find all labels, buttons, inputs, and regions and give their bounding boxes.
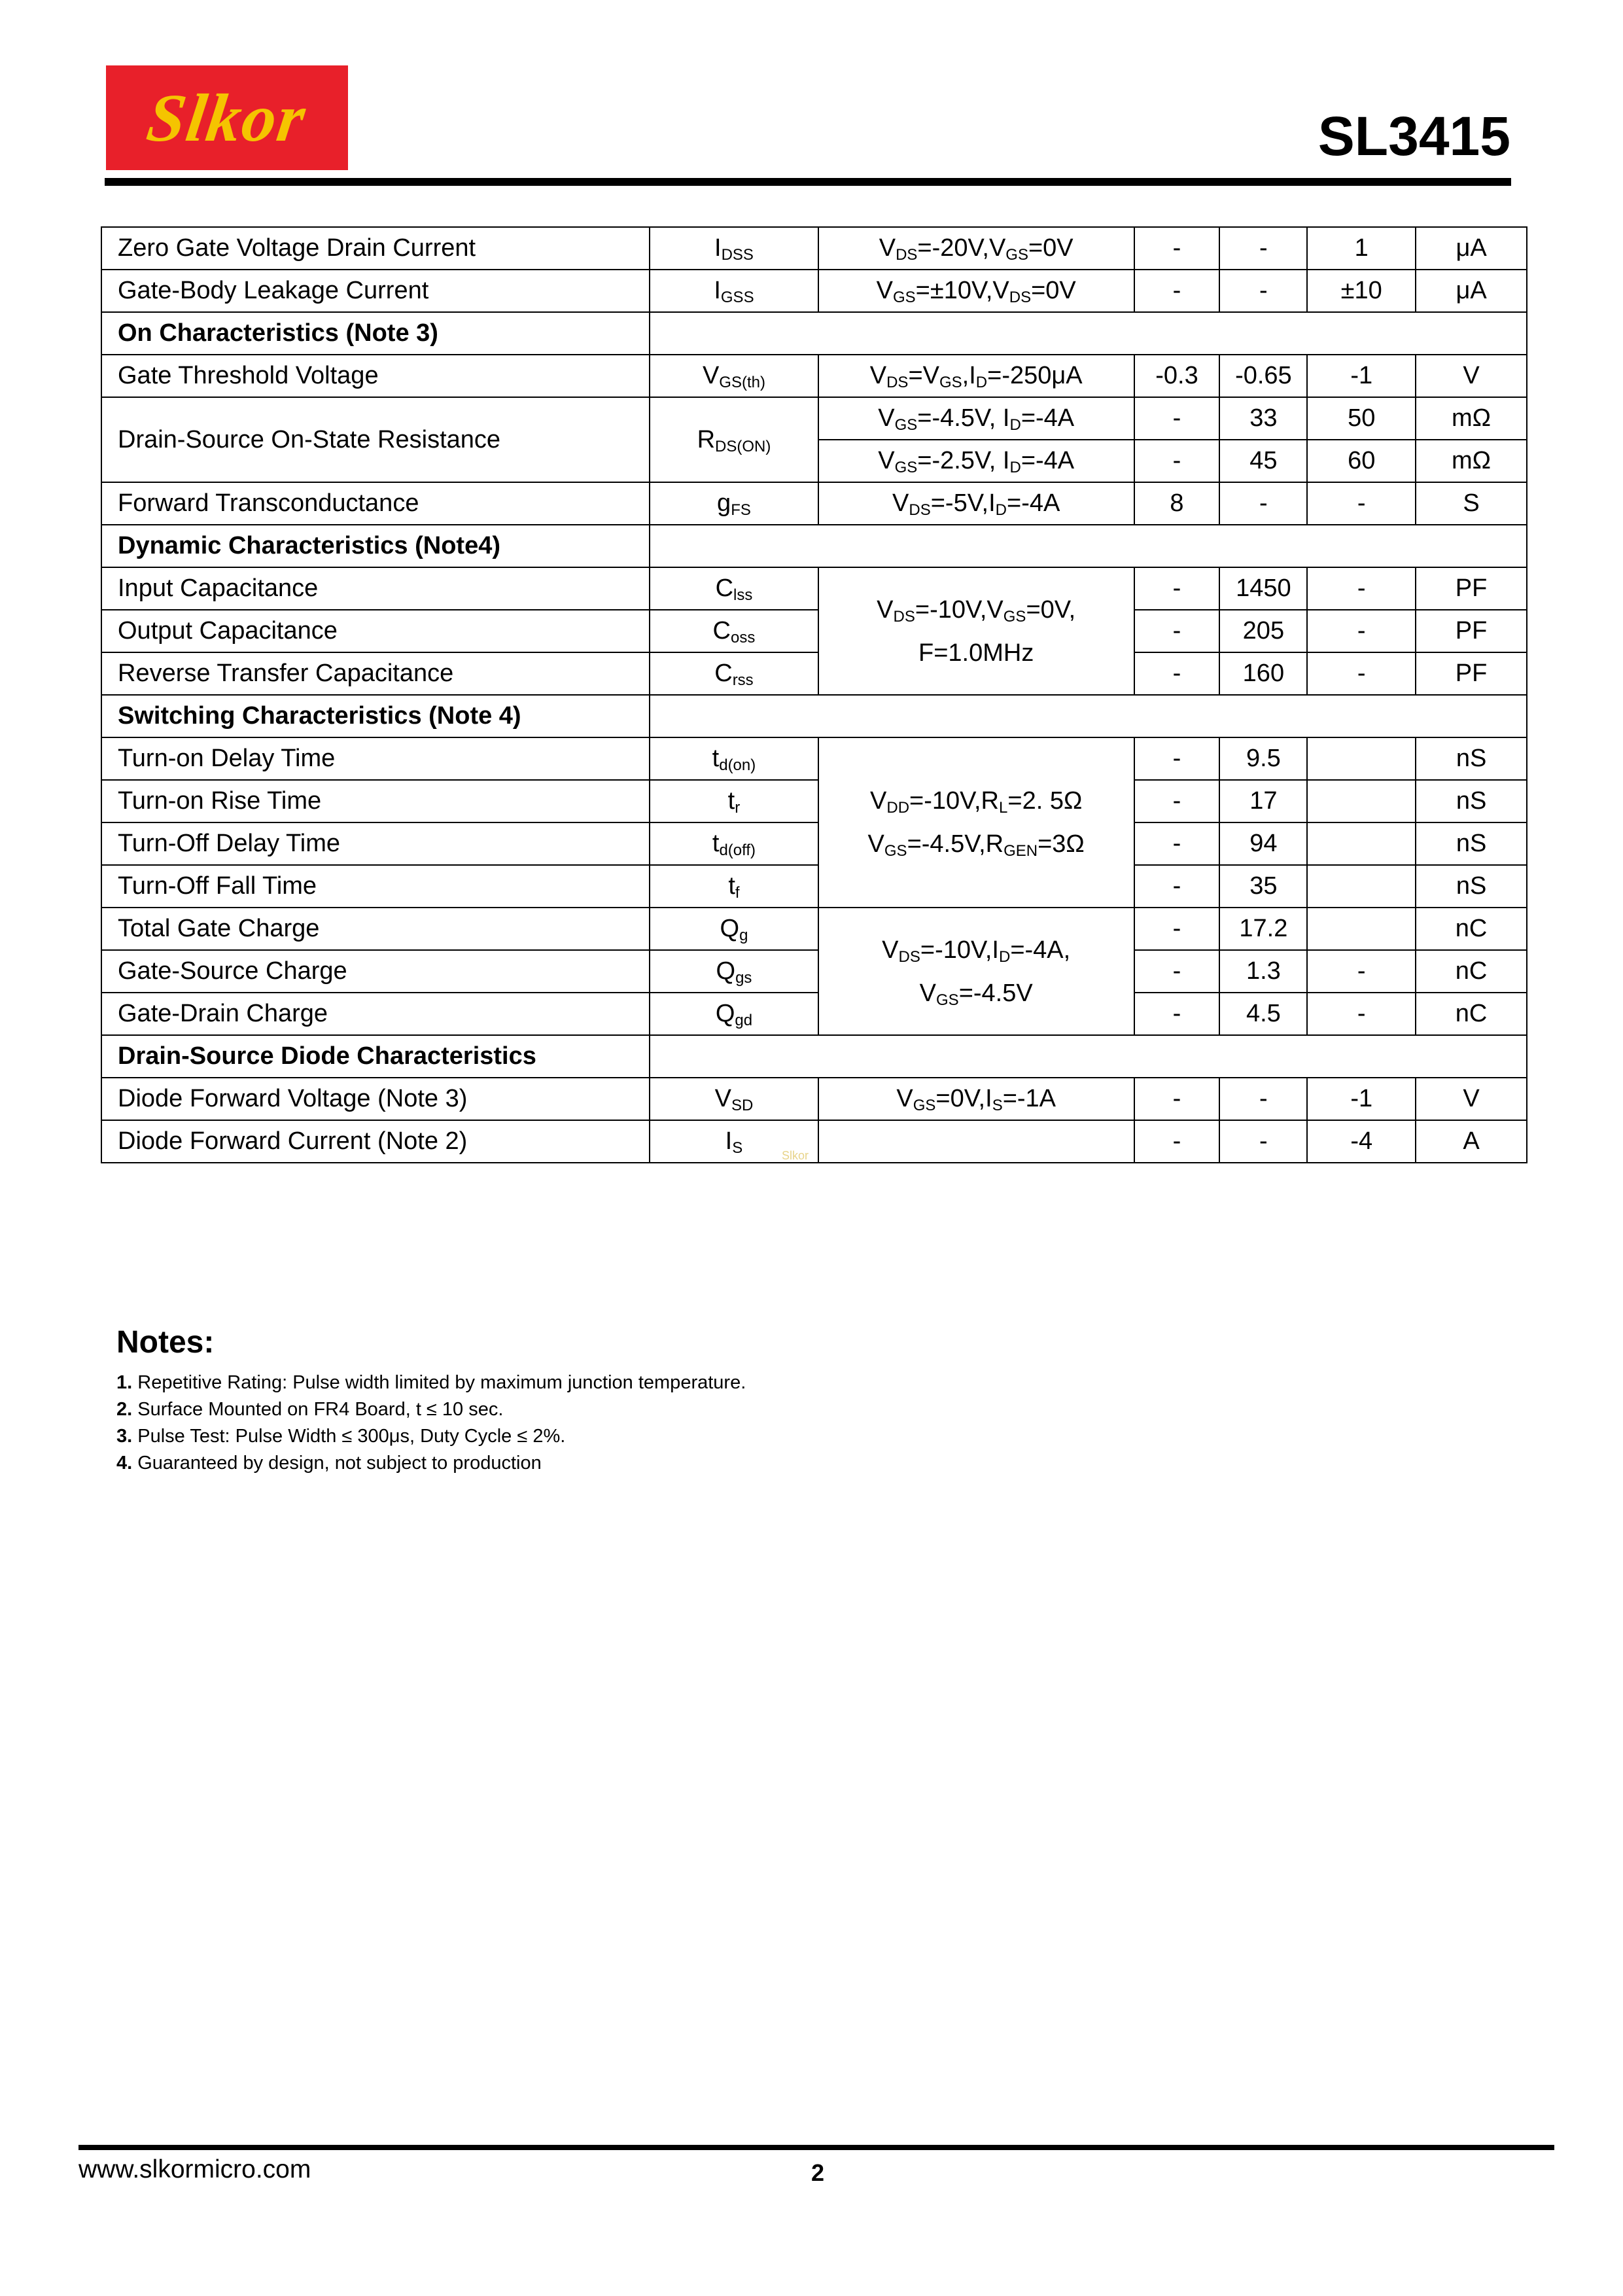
website-link[interactable]: www.slkormicro.com xyxy=(79,2155,311,2183)
brand-logo xyxy=(106,65,348,170)
typ-cell: - xyxy=(1219,227,1307,270)
min-cell: -0.3 xyxy=(1134,355,1220,397)
condition-cell: $V_{DS}=-10V,V_{GS}=0V$, F=1.0MHz xyxy=(818,567,1134,695)
unit-cell: PF xyxy=(1416,567,1527,610)
parameter-cell: Output Capacitance xyxy=(101,610,650,652)
section-title: Switching Characteristics (Note 4) xyxy=(101,695,650,737)
condition-cell: $V_{DS}=-5V,I_D=-4A$ xyxy=(818,482,1134,525)
parameter-cell: Forward Transconductance xyxy=(101,482,650,525)
min-cell: - xyxy=(1134,610,1220,652)
parameter-cell: Zero Gate Voltage Drain Current xyxy=(101,227,650,270)
typ-cell: 33 xyxy=(1219,397,1307,440)
parameter-cell: Gate-Drain Charge xyxy=(101,993,650,1035)
note-item: 2. Surface Mounted on FR4 Board, t ≤ 10 sec. xyxy=(116,1399,504,1420)
unit-cell: μA xyxy=(1416,270,1527,312)
max-cell xyxy=(1307,822,1416,865)
max-cell: - xyxy=(1307,567,1416,610)
typ-cell: -0.65 xyxy=(1219,355,1307,397)
typ-cell: 45 xyxy=(1219,440,1307,482)
unit-cell: μA xyxy=(1416,227,1527,270)
unit-cell: mΩ xyxy=(1416,440,1527,482)
parameter-cell: Gate-Body Leakage Current xyxy=(101,270,650,312)
table-row xyxy=(101,610,1527,652)
max-cell: 1 xyxy=(1307,227,1416,270)
min-cell: - xyxy=(1134,822,1220,865)
min-cell: - xyxy=(1134,227,1220,270)
watermark: Slkor xyxy=(782,1149,809,1162)
typ-cell: 205 xyxy=(1219,610,1307,652)
min-cell: - xyxy=(1134,1078,1220,1120)
parameter-cell: Turn-Off Delay Time xyxy=(101,822,650,865)
unit-cell: V xyxy=(1416,355,1527,397)
footer-divider xyxy=(79,2145,1554,2150)
unit-cell: nS xyxy=(1416,822,1527,865)
max-cell xyxy=(1307,865,1416,908)
note-item: 3. Pulse Test: Pulse Width ≤ 300μs, Duty Cycle ≤ 2%. xyxy=(116,1426,566,1447)
min-cell: - xyxy=(1134,397,1220,440)
condition-cell: $V_{GS}=-4.5V$, $I_D=-4A$ xyxy=(818,397,1134,440)
parameter-cell: Reverse Transfer Capacitance xyxy=(101,652,650,695)
table-row xyxy=(101,355,1527,397)
symbol-cell: $Q_g$ xyxy=(650,908,818,950)
condition-cell: $V_{GS}=-2.5V$, $I_D=-4A$ xyxy=(818,440,1134,482)
symbol-cell: $t_{d(on)}$ xyxy=(650,737,818,780)
typ-cell: - xyxy=(1219,482,1307,525)
typ-cell: 17.2 xyxy=(1219,908,1307,950)
unit-cell: V xyxy=(1416,1078,1527,1120)
parameter-cell: Diode Forward Voltage (Note 3) xyxy=(101,1078,650,1120)
max-cell: - xyxy=(1307,993,1416,1035)
parameter-cell: Turn-on Rise Time xyxy=(101,780,650,822)
unit-cell: S xyxy=(1416,482,1527,525)
characteristics-table xyxy=(101,226,1527,1163)
max-cell: -4 xyxy=(1307,1120,1416,1163)
table-row xyxy=(101,993,1527,1035)
parameter-cell: Drain-Source On-State Resistance xyxy=(101,397,650,482)
notes-title: Notes: xyxy=(116,1325,215,1360)
condition-cell: $V_{DS}=V_{GS},I_D=-250\mu A$ xyxy=(818,355,1134,397)
parameter-cell: Turn-Off Fall Time xyxy=(101,865,650,908)
section-empty xyxy=(650,1035,1527,1078)
symbol-cell: $V_{GS(th)}$ xyxy=(650,355,818,397)
min-cell: - xyxy=(1134,780,1220,822)
section-row xyxy=(101,525,1527,567)
typ-cell: 1450 xyxy=(1219,567,1307,610)
table-row xyxy=(101,822,1527,865)
logo-text: Slkor xyxy=(143,80,311,156)
table-row xyxy=(101,567,1527,610)
table-row xyxy=(101,227,1527,270)
symbol-cell: $V_{SD}$ xyxy=(650,1078,818,1120)
table-row xyxy=(101,270,1527,312)
typ-cell: 1.3 xyxy=(1219,950,1307,993)
unit-cell: nC xyxy=(1416,908,1527,950)
unit-cell: nS xyxy=(1416,780,1527,822)
symbol-cell: $g_{FS}$ xyxy=(650,482,818,525)
parameter-cell: Gate-Source Charge xyxy=(101,950,650,993)
symbol-cell: $C_{lss}$ xyxy=(650,567,818,610)
max-cell: 60 xyxy=(1307,440,1416,482)
min-cell: - xyxy=(1134,865,1220,908)
min-cell: - xyxy=(1134,993,1220,1035)
section-empty xyxy=(650,525,1527,567)
typ-cell: 160 xyxy=(1219,652,1307,695)
symbol-cell: $I_{GSS}$ xyxy=(650,270,818,312)
symbol-cell: $t_f$ xyxy=(650,865,818,908)
unit-cell: nS xyxy=(1416,865,1527,908)
table-row xyxy=(101,780,1527,822)
max-cell: - xyxy=(1307,652,1416,695)
parameter-cell: Total Gate Charge xyxy=(101,908,650,950)
typ-cell: 17 xyxy=(1219,780,1307,822)
symbol-cell: $Q_{gd}$ xyxy=(650,993,818,1035)
typ-cell: 4.5 xyxy=(1219,993,1307,1035)
max-cell: - xyxy=(1307,950,1416,993)
unit-cell: nC xyxy=(1416,993,1527,1035)
condition-cell: $V_{DS}=-10V,I_D=-4A$, $V_{GS}=-4.5V$ xyxy=(818,908,1134,1035)
typ-cell: - xyxy=(1219,270,1307,312)
parameter-cell: Input Capacitance xyxy=(101,567,650,610)
unit-cell: nC xyxy=(1416,950,1527,993)
note-item: 1. Repetitive Rating: Pulse width limited by maximum junction temperature. xyxy=(116,1372,746,1393)
page-number: 2 xyxy=(811,2159,825,2186)
table-row xyxy=(101,865,1527,908)
typ-cell: 9.5 xyxy=(1219,737,1307,780)
symbol-cell: $t_r$ xyxy=(650,780,818,822)
min-cell: - xyxy=(1134,950,1220,993)
section-empty xyxy=(650,312,1527,355)
parameter-cell: Turn-on Delay Time xyxy=(101,737,650,780)
condition-cell xyxy=(818,1120,1134,1163)
symbol-cell: $I_{DSS}$ xyxy=(650,227,818,270)
min-cell: - xyxy=(1134,1120,1220,1163)
max-cell xyxy=(1307,737,1416,780)
typ-cell: 35 xyxy=(1219,865,1307,908)
table-row xyxy=(101,737,1527,780)
min-cell: - xyxy=(1134,567,1220,610)
max-cell: -1 xyxy=(1307,1078,1416,1120)
table-row xyxy=(101,950,1527,993)
symbol-cell: $R_{DS(ON)}$ xyxy=(650,397,818,482)
table-row xyxy=(101,482,1527,525)
symbol-cell: $t_{d(off)}$ xyxy=(650,822,818,865)
part-number: SL3415 xyxy=(1318,105,1510,167)
max-cell: - xyxy=(1307,610,1416,652)
notes-section xyxy=(116,1324,746,1477)
max-cell: - xyxy=(1307,482,1416,525)
min-cell: - xyxy=(1134,652,1220,695)
table-row xyxy=(101,908,1527,950)
table-row xyxy=(101,1120,1527,1163)
unit-cell: nS xyxy=(1416,737,1527,780)
parameter-cell: Diode Forward Current (Note 2) xyxy=(101,1120,650,1163)
symbol-cell: $C_{rss}$ xyxy=(650,652,818,695)
condition-cell: $V_{DS}=-20V,V_{GS}=0V$ xyxy=(818,227,1134,270)
symbol-cell: $Q_{gs}$ xyxy=(650,950,818,993)
section-title: On Characteristics (Note 3) xyxy=(101,312,650,355)
max-cell xyxy=(1307,780,1416,822)
symbol-cell: $C_{oss}$ xyxy=(650,610,818,652)
max-cell: -1 xyxy=(1307,355,1416,397)
section-title: Drain-Source Diode Characteristics xyxy=(101,1035,650,1078)
condition-cell: $V_{GS}=0V,I_S=-1A$ xyxy=(818,1078,1134,1120)
typ-cell: - xyxy=(1219,1120,1307,1163)
section-row xyxy=(101,695,1527,737)
unit-cell: PF xyxy=(1416,652,1527,695)
section-empty xyxy=(650,695,1527,737)
min-cell: - xyxy=(1134,737,1220,780)
note-item: 4. Guaranteed by design, not subject to production xyxy=(116,1453,542,1474)
max-cell: ±10 xyxy=(1307,270,1416,312)
section-row xyxy=(101,1035,1527,1078)
table-row xyxy=(101,1078,1527,1120)
unit-cell: mΩ xyxy=(1416,397,1527,440)
unit-cell: PF xyxy=(1416,610,1527,652)
max-cell: 50 xyxy=(1307,397,1416,440)
condition-cell: $V_{GS}=\pm 10V,V_{DS}=0V$ xyxy=(818,270,1134,312)
section-row xyxy=(101,312,1527,355)
typ-cell: 94 xyxy=(1219,822,1307,865)
table-row xyxy=(101,652,1527,695)
header-divider xyxy=(105,178,1511,186)
max-cell xyxy=(1307,908,1416,950)
symbol-cell: $I_S$ xyxy=(650,1120,818,1163)
section-title: Dynamic Characteristics (Note4) xyxy=(101,525,650,567)
condition-cell: $V_{DD}=-10V,R_L=2$. 5Ω $V_{GS}=-4.5V,R_{GEN}=3\Omega$ xyxy=(818,737,1134,908)
parameter-cell: Gate Threshold Voltage xyxy=(101,355,650,397)
min-cell: 8 xyxy=(1134,482,1220,525)
min-cell: - xyxy=(1134,270,1220,312)
table-row xyxy=(101,397,1527,440)
min-cell: - xyxy=(1134,908,1220,950)
typ-cell: - xyxy=(1219,1078,1307,1120)
min-cell: - xyxy=(1134,440,1220,482)
unit-cell: A xyxy=(1416,1120,1527,1163)
